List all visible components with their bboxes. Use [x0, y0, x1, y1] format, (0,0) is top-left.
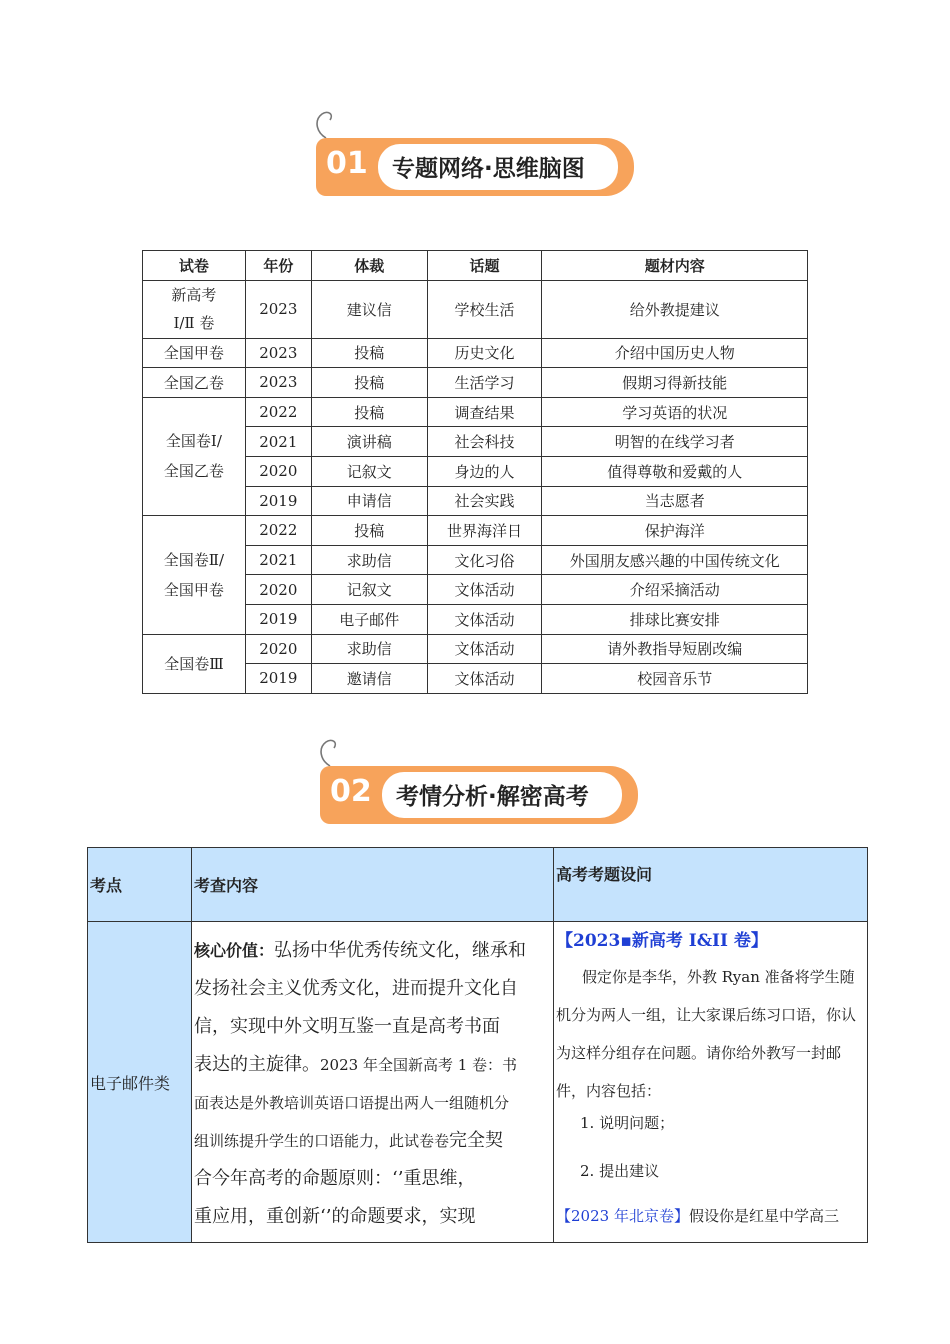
section-banner-1 — [316, 124, 634, 186]
paper-line: 全国卷Ⅱ/ — [163, 550, 225, 569]
content-text: 组训练提升学生的口语能力，此试卷卷 — [194, 1132, 450, 1150]
header-topic: 话题 — [427, 251, 542, 281]
topic-cell: 文化习俗 — [427, 545, 542, 575]
year-cell: 2021 — [245, 427, 311, 457]
table-header-row — [143, 251, 808, 281]
genre-cell: 投稿 — [311, 516, 427, 546]
genre-cell: 记叙文 — [311, 456, 427, 486]
content-text: 2023 年全国新高考 1 卷：书 — [320, 1056, 518, 1074]
paper-line: 新高考 — [171, 286, 217, 305]
topic-cell: 社会科技 — [427, 427, 542, 457]
topic-cell: 调查结果 — [427, 397, 542, 427]
content-cell: 当志愿者 — [542, 486, 808, 516]
content-text: 弘扬中华优秀传统文化，继承和 — [274, 940, 527, 961]
content-text: 面表达是外教培训英语口语提出两人一组随机分 — [194, 1094, 510, 1112]
topic-cell: 身边的人 — [427, 456, 542, 486]
year-cell: 2023 — [245, 280, 311, 338]
topic-cell: 社会实践 — [427, 486, 542, 516]
genre-cell: 电子邮件 — [311, 604, 427, 634]
genre-cell: 建议信 — [311, 280, 427, 338]
content-cell: 排球比赛安排 — [542, 604, 808, 634]
topic-cell: 历史文化 — [427, 338, 542, 368]
question-cell — [554, 922, 868, 1243]
header-content: 题材内容 — [542, 251, 808, 281]
table-row — [143, 397, 808, 427]
ribbon-curl-icon — [316, 734, 342, 768]
genre-cell: 投稿 — [311, 368, 427, 398]
table-row — [143, 634, 808, 664]
table-row — [143, 280, 808, 338]
genre-cell: 记叙文 — [311, 575, 427, 605]
year-cell: 2020 — [245, 575, 311, 605]
content-text: 信，实现中外文明互鉴一直是高考书面 — [194, 1016, 500, 1037]
content-text: 发扬社会主义优秀文化，进而提升文化自 — [194, 978, 518, 999]
content-cell: 保护海洋 — [542, 516, 808, 546]
table-row — [143, 338, 808, 368]
year-cell: 2020 — [245, 456, 311, 486]
topic-cell: 文体活动 — [427, 604, 542, 634]
content-cell: 值得尊敬和爱戴的人 — [542, 456, 808, 486]
ribbon-curl-icon — [312, 106, 338, 140]
section-title: 考情分析·解密高考 — [396, 784, 589, 810]
header-genre: 体裁 — [311, 251, 427, 281]
year-cell: 2023 — [245, 368, 311, 398]
exam-topics-table — [142, 250, 808, 694]
table-row — [88, 922, 868, 1243]
question-prompt: 假定你是李华，外教 Ryan 准备将学生随机分为两人一组，让大家课后练习口语，你认为这样分组存在问题。请你给外教写一封邮件，内容包括： — [556, 968, 857, 1100]
year-cell: 2022 — [245, 516, 311, 546]
question-next-source — [556, 1204, 863, 1228]
point-cell: 电子邮件类 — [88, 922, 192, 1243]
year-cell: 2019 — [245, 604, 311, 634]
section-banner-2 — [320, 752, 638, 814]
section-title: 专题网络·思维脑图 — [392, 156, 585, 182]
question-point-2: 2. 提出建议 — [580, 1162, 660, 1180]
year-cell: 2023 — [245, 338, 311, 368]
topic-cell: 文体活动 — [427, 664, 542, 694]
topic-cell: 世界海洋日 — [427, 516, 542, 546]
question-source-bracket: 【2023 年北京卷】 — [556, 1207, 689, 1225]
genre-cell: 申请信 — [311, 486, 427, 516]
paper-line: 全国甲卷 — [163, 580, 224, 599]
table-header-row — [88, 848, 868, 922]
header-year: 年份 — [245, 251, 311, 281]
section-number: 02 — [330, 774, 372, 809]
content-cell: 外国朋友感兴趣的中国传统文化 — [542, 545, 808, 575]
content-cell: 明智的在线学习者 — [542, 427, 808, 457]
content-cell: 假期习得新技能 — [542, 368, 808, 398]
question-text: 假设你是红星中学高三 — [688, 1207, 839, 1225]
content-text: 完全契 — [449, 1130, 504, 1151]
content-text: 重应用，重创新‘’的命题要求，实现 — [194, 1206, 476, 1227]
header-content: 考查内容 — [192, 848, 554, 922]
content-text: 合今年高考的命题原则：‘’重思维， — [194, 1168, 476, 1189]
content-para — [194, 1046, 547, 1084]
genre-cell: 演讲稿 — [311, 427, 427, 457]
content-cell: 校园音乐节 — [542, 664, 808, 694]
content-cell: 介绍中国历史人物 — [542, 338, 808, 368]
table-row — [143, 368, 808, 398]
topic-cell: 文体活动 — [427, 634, 542, 664]
paper-line: Ⅰ/Ⅱ 卷 — [173, 314, 215, 333]
topic-cell: 生活学习 — [427, 368, 542, 398]
table-row — [143, 516, 808, 546]
question-source-heading: 【2023▪新高考 I&II 卷】 — [556, 931, 768, 951]
core-value-label: 核心价值： — [194, 941, 275, 960]
header-point: 考点 — [88, 848, 192, 922]
genre-cell: 邀请信 — [311, 664, 427, 694]
content-text: 表达的主旋律。 — [194, 1054, 320, 1075]
content-cell: 请外教指导短剧改编 — [542, 634, 808, 664]
topic-cell: 学校生活 — [427, 280, 542, 338]
header-question: 高考考题设问 — [554, 848, 868, 922]
paper-cell: 全国乙卷 — [143, 368, 246, 398]
topic-cell: 文体活动 — [427, 575, 542, 605]
year-cell: 2022 — [245, 397, 311, 427]
year-cell: 2019 — [245, 486, 311, 516]
content-cell: 学习英语的状况 — [542, 397, 808, 427]
genre-cell: 求助信 — [311, 545, 427, 575]
genre-cell: 投稿 — [311, 397, 427, 427]
question-point-1: 1. 说明问题； — [580, 1114, 675, 1132]
content-cell: 给外教提建议 — [542, 280, 808, 338]
content-cell: 介绍采摘活动 — [542, 575, 808, 605]
header-paper: 试卷 — [143, 251, 246, 281]
year-cell: 2021 — [245, 545, 311, 575]
paper-cell — [143, 280, 246, 338]
paper-cell: 全国卷Ⅲ — [143, 634, 246, 693]
content-cell — [192, 922, 554, 1243]
content-para — [194, 932, 547, 970]
paper-cell: 全国甲卷 — [143, 338, 246, 368]
year-cell: 2019 — [245, 664, 311, 694]
section-number: 01 — [326, 146, 368, 181]
paper-line: 全国乙卷 — [163, 462, 224, 481]
content-para — [194, 1122, 547, 1160]
paper-cell — [143, 516, 246, 634]
year-cell: 2020 — [245, 634, 311, 664]
genre-cell: 投稿 — [311, 338, 427, 368]
exam-analysis-table — [87, 847, 868, 1243]
paper-line: 全国卷Ⅰ/ — [165, 432, 222, 451]
paper-cell — [143, 397, 246, 515]
genre-cell: 求助信 — [311, 634, 427, 664]
